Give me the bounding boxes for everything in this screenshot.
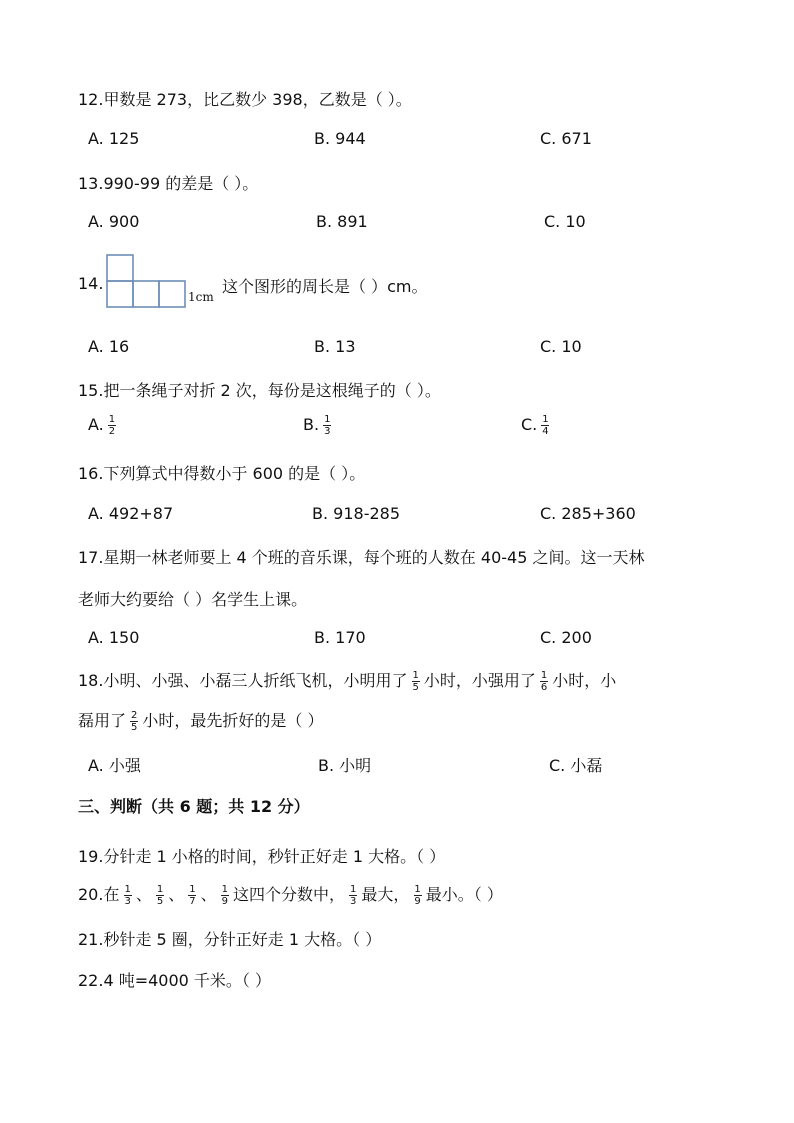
question-20: 20.在 $\frac{1}{3}$ 、 $\frac{1}{5}$ 、 $\frac{1}{7}$ 、 $\frac{1}{9}$ 这四个分数中， $\frac{1}{3}$ 最大， $\frac{1}{9}$ 最小。（ ） xyxy=(78,884,503,907)
fraction: $\frac{1}{4}$ xyxy=(542,414,549,437)
fraction: $\frac{1}{6}$ xyxy=(540,670,548,693)
q14-option-b[interactable]: B. 13 xyxy=(314,337,356,356)
figure-unit-label: 1cm xyxy=(188,290,214,304)
question-21: 21.秒针走 5 圈，分针正好走 1 大格。（ ） xyxy=(78,930,382,949)
q18-option-b[interactable]: B. 小明 xyxy=(318,756,372,775)
question-18-line-1: 18.小明、小强、小磊三人折纸飞机，小明用了 $\frac{1}{5}$ 小时，小强用了 $\frac{1}{6}$ 小时，小 xyxy=(78,670,617,693)
question-14-text: 这个图形的周长是（ ）cm。 xyxy=(222,277,428,296)
q13-option-a[interactable]: A. 900 xyxy=(88,212,140,231)
option-prefix: B. xyxy=(303,415,320,434)
q16-option-c[interactable]: C. 285+360 xyxy=(540,504,636,523)
q18-option-a[interactable]: A. 小强 xyxy=(88,756,141,775)
fraction: $\frac{1}{3}$ xyxy=(350,884,357,907)
option-prefix: C. xyxy=(521,415,538,434)
question-17-line-2: 老师大约要给（ ）名学生上课。 xyxy=(78,590,308,609)
q15-option-c[interactable] xyxy=(521,414,554,437)
q13-option-b[interactable]: B. 891 xyxy=(316,212,368,231)
fraction: $\frac{1}{3}$ xyxy=(124,884,131,907)
q17-option-c[interactable]: C. 200 xyxy=(540,628,592,647)
q12-option-a[interactable]: A. 125 xyxy=(88,129,140,148)
q13-option-c[interactable]: C. 10 xyxy=(544,212,586,231)
q16-option-a[interactable]: A. 492+87 xyxy=(88,504,174,523)
fraction: $\frac{1}{5}$ xyxy=(156,884,164,907)
section-heading: 三、判断（共 6 题；共 12 分） xyxy=(78,797,310,816)
fraction: $\frac{1}{5}$ xyxy=(412,670,419,693)
fraction: $\frac{2}{5}$ xyxy=(131,710,138,733)
q15-option-b[interactable] xyxy=(303,414,335,437)
fraction: $\frac{1}{7}$ xyxy=(189,884,196,907)
fraction: $\frac{1}{9}$ xyxy=(414,884,421,907)
fraction: $\frac{1}{2}$ xyxy=(108,414,116,437)
question-19: 19.分针走 1 小格的时间，秒针正好走 1 大格。（ ） xyxy=(78,847,446,866)
q15-option-a[interactable] xyxy=(88,414,120,437)
grid-figure xyxy=(106,254,188,312)
question-14-number: 14. xyxy=(78,274,104,293)
question-12: 12.甲数是 273，比乙数少 398，乙数是（ ）。 xyxy=(78,90,412,109)
q12-option-b[interactable]: B. 944 xyxy=(314,129,366,148)
question-17-line-1: 17.星期一林老师要上 4 个班的音乐课，每个班的人数在 40-45 之间。这一天林 xyxy=(78,548,645,567)
fraction: $\frac{1}{3}$ xyxy=(324,414,331,437)
fraction: $\frac{1}{9}$ xyxy=(221,884,228,907)
q12-option-c[interactable]: C. 671 xyxy=(540,129,592,148)
question-16: 16.下列算式中得数小于 600 的是（ ）。 xyxy=(78,464,366,483)
question-15: 15.把一条绳子对折 2 次，每份是这根绳子的（ ）。 xyxy=(78,381,441,400)
q17-option-a[interactable]: A. 150 xyxy=(88,628,140,647)
q18-option-c[interactable]: C. 小磊 xyxy=(549,756,603,775)
q14-option-c[interactable]: C. 10 xyxy=(540,337,582,356)
option-prefix: A. xyxy=(88,415,104,434)
question-13: 13.990-99 的差是（ ）。 xyxy=(78,174,259,193)
question-18-line-2: 磊用了 $\frac{2}{5}$ 小时，最先折好的是（ ） xyxy=(78,710,324,733)
q14-option-a[interactable]: A. 16 xyxy=(88,337,130,356)
q17-option-b[interactable]: B. 170 xyxy=(314,628,366,647)
q16-option-b[interactable]: B. 918-285 xyxy=(312,504,400,523)
question-22: 22.4 吨=4000 千米。（ ） xyxy=(78,971,272,990)
